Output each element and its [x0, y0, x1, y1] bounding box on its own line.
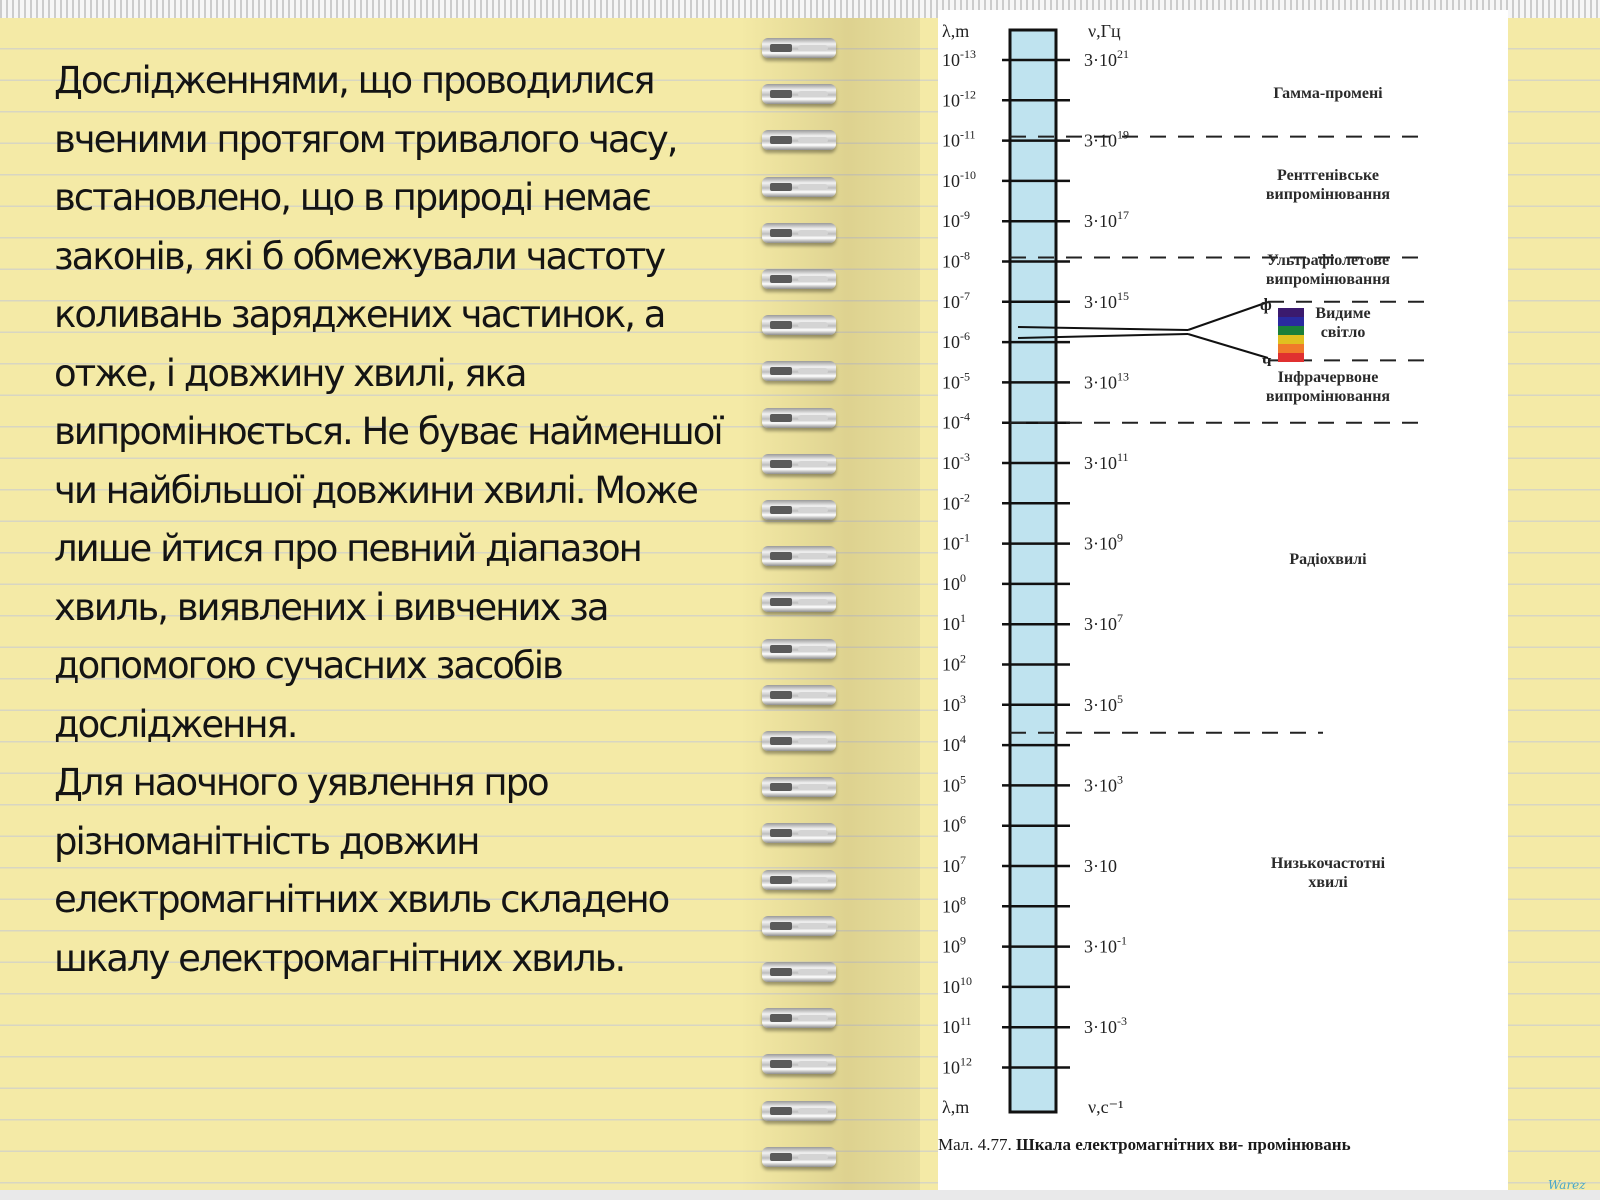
em-scale-figure	[938, 10, 1508, 1190]
spiral-ring	[762, 731, 836, 751]
spiral-ring	[762, 223, 836, 243]
spiral-binding	[762, 30, 838, 1170]
spiral-ring	[762, 500, 836, 520]
lambda-tick-label: $10^{-13}$	[942, 47, 976, 70]
nu-tick-label: $3\cdot 10^{-3}$	[1084, 1014, 1127, 1038]
lambda-tick-label: $10^{-11}$	[942, 127, 976, 151]
spectrum-band	[1278, 317, 1304, 326]
spectrum-band	[1278, 344, 1304, 353]
main-text-block	[54, 52, 754, 988]
spectrum-band	[1278, 353, 1304, 362]
visible-branch-down	[1188, 334, 1268, 358]
lambda-tick-label: $10^{10}$	[942, 973, 972, 997]
nu-header: ν,Гц	[1088, 21, 1121, 41]
lambda-tick-label: $10^{-10}$	[942, 167, 976, 191]
nu-tick-label: $3\cdot 10^{13}$	[1084, 369, 1129, 393]
lambda-tick-label: $10^0$	[942, 570, 966, 594]
lambda-tick-label: $10^4$	[942, 732, 966, 756]
lambda-tick-label: $10^2$	[942, 651, 966, 675]
visible-spectrum-swatch	[1278, 308, 1304, 362]
spiral-ring	[762, 269, 836, 289]
lambda-tick-label: $10^{-12}$	[942, 87, 976, 111]
spiral-ring	[762, 777, 836, 797]
spiral-ring	[762, 177, 836, 197]
lambda-tick-label: $10^{-1}$	[942, 530, 970, 554]
nu-tick-label: $3\cdot 10^{15}$	[1084, 288, 1129, 312]
visible-branch-up	[1188, 302, 1268, 330]
band-label: Видиме світло	[1315, 305, 1371, 341]
nu-tick-label: $3\cdot 10^5$	[1084, 691, 1123, 715]
spiral-ring	[762, 38, 836, 58]
lambda-tick-label: $10^8$	[942, 893, 966, 917]
lambda-tick-label: $10^{-9}$	[942, 208, 970, 232]
spiral-ring	[762, 962, 836, 982]
nu-tick-label: $3\cdot 10^{21}$	[1084, 47, 1129, 70]
lambda-tick-label: $10^9$	[942, 933, 966, 957]
nu-tick-label: $3\cdot 10^{17}$	[1084, 208, 1129, 232]
spiral-ring	[762, 1147, 836, 1167]
scale-column	[1010, 30, 1056, 1112]
band-label: Гамма-промені	[1273, 85, 1383, 102]
main-paragraph-1: Дослідженнями, що проводилися вченими протягом тривалого часу, встановлено, що в природі немає законів, які б обмежували частоту коливань заряджених частинок, а отже, і довжину хвилі, яка випромінюється. Не буває найменшої чи найбільшої довжини хвилі. Може лише йтися про певний діапазон хвиль, виявлених і вивчених за допомогою сучасних засобів дослідження.	[54, 59, 722, 746]
band-label: Рентгенівське випромінювання	[1265, 167, 1391, 203]
lambda-tick-label: $10^{-7}$	[942, 288, 970, 312]
spiral-ring	[762, 130, 836, 150]
em-scale-diagram	[938, 10, 1508, 1190]
lambda-tick-label: $10^{-4}$	[942, 409, 970, 433]
caption-prefix: Мал. 4.77.	[938, 1135, 1017, 1154]
nu-tick-label: $3\cdot 10^{11}$	[1084, 450, 1129, 473]
lambda-tick-label: $10^5$	[942, 772, 966, 796]
spectrum-band	[1278, 326, 1304, 335]
spiral-ring	[762, 685, 836, 705]
spectrum-band	[1278, 308, 1304, 317]
lambda-tick-label: $10^{11}$	[942, 1014, 972, 1038]
band-labels	[1266, 85, 1391, 891]
spiral-ring	[762, 315, 836, 335]
nu-tick-label: $3\cdot 10^7$	[1084, 611, 1123, 635]
spiral-ring	[762, 639, 836, 659]
spiral-ring	[762, 592, 836, 612]
lambda-tick-label: $10^6$	[942, 812, 966, 836]
spiral-ring	[762, 870, 836, 890]
nu-tick-label: $3\cdot 10^{19}$	[1084, 127, 1129, 151]
lambda-tick-label: $10^7$	[942, 853, 966, 876]
spiral-ring	[762, 546, 836, 566]
spiral-ring	[762, 84, 836, 104]
spiral-ring	[762, 454, 836, 474]
spectrum-band	[1278, 335, 1304, 344]
caption-title: Шкала електромагнітних ви- промінювань	[1016, 1135, 1351, 1154]
lambda-tick-label: $10^{12}$	[942, 1054, 972, 1078]
watermark-text: Warez	[1548, 1178, 1586, 1192]
lambda-tick-label: $10^{-5}$	[942, 369, 970, 393]
nu-tick-label: $3\cdot 10^{-1}$	[1084, 933, 1127, 957]
lambda-header: λ,m	[942, 21, 970, 41]
nu-tick-label: $3\cdot 10^9$	[1084, 530, 1123, 554]
lambda-tick-label: $10^1$	[942, 611, 966, 635]
nu-tick-label: 3·10	[1084, 856, 1117, 876]
lambda-footer: λ,m	[942, 1097, 970, 1117]
nu-footer: ν,c⁻¹	[1088, 1097, 1124, 1117]
band-label: Ультрафіолетове випромінювання	[1265, 252, 1391, 288]
lambda-tick-label: $10^{-3}$	[942, 450, 970, 473]
notebook-page-edge	[1508, 18, 1600, 1190]
figure-caption	[938, 1134, 1504, 1155]
lambda-tick-label: $10^{-6}$	[942, 329, 970, 353]
lambda-tick-label: $10^{-8}$	[942, 248, 970, 272]
main-paragraph-2: Для наочного уявлення про різноманітність довжин електромагнітних хвиль складено шкалу електромагнітних хвиль.	[54, 761, 669, 980]
spiral-ring	[762, 1054, 836, 1074]
band-dividers	[1010, 137, 1428, 733]
lambda-tick-label: $10^{-2}$	[942, 490, 970, 514]
spiral-ring	[762, 361, 836, 381]
band-label: Радіохвилі	[1289, 551, 1367, 568]
spiral-ring	[762, 1008, 836, 1028]
spiral-ring	[762, 1101, 836, 1121]
red-mark: ч	[1262, 351, 1272, 370]
spiral-ring	[762, 408, 836, 428]
spiral-ring	[762, 823, 836, 843]
band-label: Низькочастотні хвилі	[1270, 855, 1386, 891]
band-label: Інфрачервоне випромінювання	[1265, 369, 1391, 405]
nu-tick-label: $3\cdot 10^3$	[1084, 772, 1123, 796]
spiral-ring	[762, 916, 836, 936]
violet-mark: ф	[1260, 295, 1272, 314]
lambda-tick-label: $10^3$	[942, 691, 966, 715]
